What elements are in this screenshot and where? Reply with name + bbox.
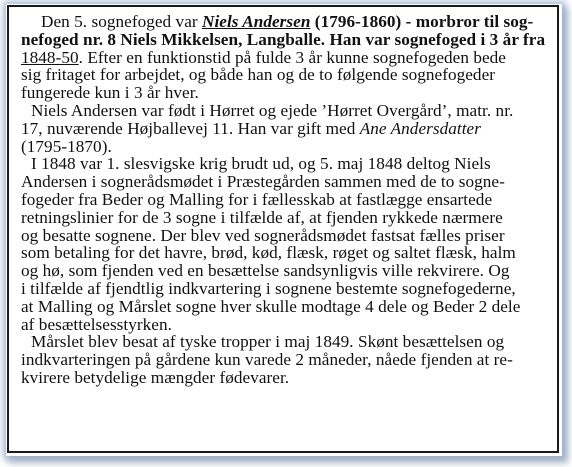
text-line: Den 5. sognefoged var Niels Andersen (1796-1860) - morbror til sog- (41, 12, 534, 31)
text-line: nefoged nr. 8 Niels Mikkelsen, Langballe. Han var sognefoged i 3 år fra (21, 29, 546, 49)
text-box (7, 5, 559, 453)
text-line: og besatte sognene. Der blev ved sognerådsmødet fastsat fælles priser (21, 225, 505, 245)
text-line: af besættelsesstyrken. (21, 314, 172, 334)
text-line: I 1848 var 1. slesvigske krig brudt ud, og 5. maj 1848 deltog Niels (31, 154, 491, 174)
paragraph-2 (21, 102, 553, 155)
text-line: at Malling og Mårslet sogne hver skulle modtage 4 dele og Beder 2 dele (21, 296, 521, 316)
person-name-ane-andersdatter: Ane Andersdatter (359, 118, 481, 138)
date-range-1848-50: 1848-50 (21, 47, 79, 67)
text-line: fungerede kun i 3 år hver. (21, 83, 199, 103)
text-body (21, 13, 553, 387)
text-line: Mårslet blev besat af tyske tropper i maj 1849. Skønt besættelsen og (31, 332, 505, 352)
text-line: Andersen i sognerådsmødet i Præstegården sammen med de to sogne- (21, 172, 505, 192)
text-line: sig fritaget for arbejdet, og både han og de to følgende sognefogeder (21, 65, 496, 85)
text-line: som betaling for det havre, brød, kød, flæsk, røget og saltet flæsk, halm (21, 243, 516, 263)
text-line: kvirere betydelige mængder fødevarer. (21, 367, 290, 387)
paragraph-4 (21, 333, 553, 386)
text-line: indkvarteringen på gårdene kun varede 2 måneder, nåede fjenden at re- (21, 350, 513, 370)
text-line: fogeder fra Beder og Malling for i fællesskab at fastlægge ensartede (21, 189, 493, 209)
text-line: (1795-1870). (21, 136, 112, 156)
text-line: retningslinier for de 3 sogne i tilfælde af, at fjenden rykkede nærmere (21, 207, 503, 227)
paragraph-3 (21, 155, 553, 333)
text-line: og hø, som fjenden ved en besættelse sandsynligvis ville rekvirere. Og (21, 261, 510, 281)
person-name-niels-andersen: Niels Andersen (202, 12, 311, 31)
text-line: 1848-50. Efter en funktionstid på fulde 3 år kunne sognefogeden bede (21, 47, 506, 67)
text-line: i tilfælde af fjendtlig indkvartering i sognene bestemte sognefogederne, (21, 278, 516, 298)
paragraph-1 (21, 13, 553, 102)
text-line: 17, nuværende Højballevej 11. Han var gift med Ane Andersdatter (21, 118, 481, 138)
text-line: Niels Andersen var født i Hørret og ejede ’Hørret Overgård’, matr. nr. (31, 100, 514, 120)
